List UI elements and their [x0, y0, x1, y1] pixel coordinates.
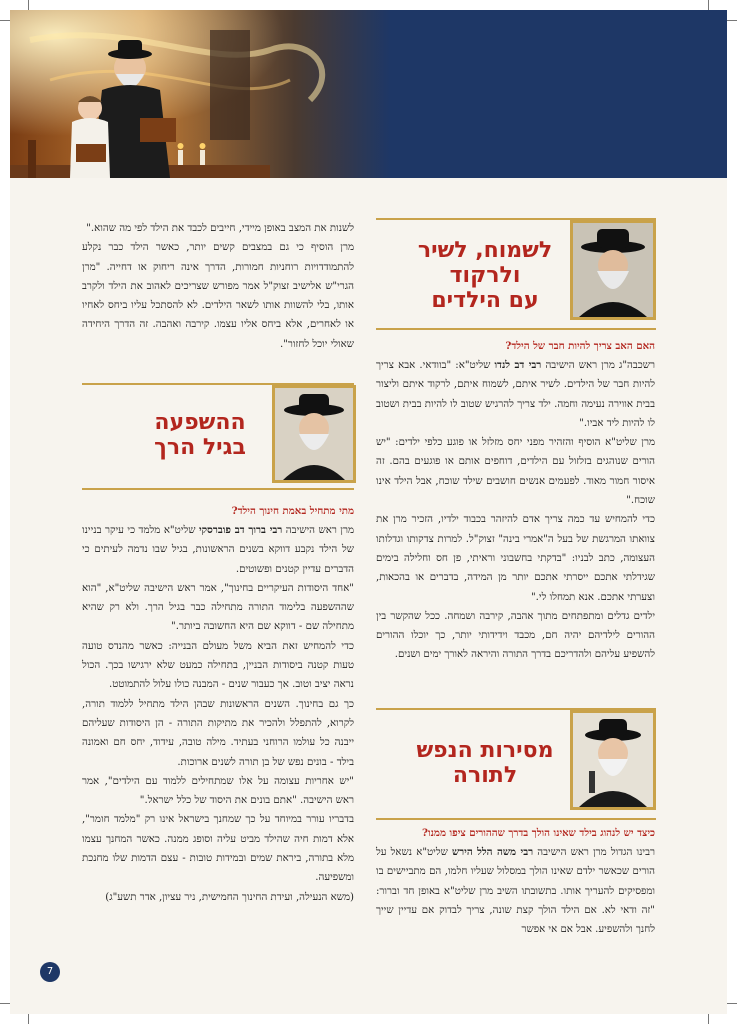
crop-mark [727, 1003, 737, 1004]
text: שליט"א נשאל על הורים שכאשר ילדם שאינו הולך במסלול שעליו חלמו, הם מתביישים בו ומפסיקים להעריך אותו. בתשובתו השיב מרן שליט"א באופן חד וברור: "זה ודאי לא. אם הילד הולך קצת שונה, צריך לבדוק אם עדיין שייך לחנך ולהשפיע. אבל אם אי אפשר [376, 847, 655, 936]
rabbi-portrait-image [573, 223, 653, 317]
paragraph [82, 521, 354, 579]
section3-title-line: ההשפעה [154, 410, 246, 435]
section3-question: מתי מתחיל באמת חינוך הילד? [231, 505, 354, 517]
section1-title-line: ולרקוד [449, 263, 521, 288]
paragraph: לשנות את המצב באופן מיידי, חייבים לכבד את הילד לפי מה שהוא." [86, 223, 354, 234]
section2-body [376, 824, 655, 939]
section-rule [376, 328, 656, 330]
paragraph [376, 843, 655, 939]
paragraph: מרן הוסיף כי גם במצבים קשים יותר, כאשר הילד כבר נקלע להתמודדויות רוחניות חמורות, הדרך אינה ריחוק או דחייה. "מרן הגרי"ש אלישיב זצוק"ל אמר מפורש שצריכים לאהוב את הילד ולקרב אותו, בלי להשוות אותו לשאר הילדים. לא להסתכל עליו ביחס לאחיו או לאחרים, אלא ביחס אליו עצמו. קירבה ואהבה. זה הדרך היחידה שאולי יוכל לחזור". [82, 242, 354, 350]
crop-mark [708, 1014, 709, 1024]
section2-question: כיצד יש לנהוג בילד שאינו הולך בדרך שההורים ציפו ממנו? [422, 827, 655, 839]
paragraph: מרן שליט"א הוסיף והזהיר מפני יחס מזלזל או פוגע כלפי ילדים: "יש הורים שנוהגים בזלזול עם הילדים, דוחפים אותם או פוגעים בהם. זה איסור חמור מאוד. לפעמים אנשים חושבים שילד שוכח, אבל הילד אינו שוכח." [376, 437, 655, 507]
text: שליט"א מלמד כי עיקר בניינו של הילד נקבע דווקא בשנים הראשונות, בגיל שבו נדמה לעיתים כי הדברים עדיין קטנים ופשוטים. [82, 525, 354, 575]
section-rule [376, 818, 656, 820]
rabbi-name: רבי דב לנדו [494, 359, 542, 371]
paragraph: "יש אחריות עצומה על אלו שמתחילים ללמוד עם הילדים", אמר ראש הישיבה. "אתם בונים את היסוד של כלל ישראל." [82, 775, 354, 807]
section1-body [376, 337, 655, 665]
section3-body [82, 502, 354, 907]
section2-title [405, 738, 565, 788]
portrait-rabbi-hirsch [570, 710, 656, 810]
section1-title-line: לשמוח, לשיר [417, 238, 553, 263]
page-header [10, 10, 727, 178]
section3-title-line: בגיל הרך [154, 435, 246, 460]
section3-title [130, 410, 270, 460]
text: מרן ראש הישיבה [282, 525, 354, 536]
section1-title [410, 238, 560, 313]
left-column [82, 219, 354, 354]
crop-mark [28, 0, 29, 10]
section1-title-line: עם הילדים [431, 288, 539, 313]
rabbi-name: רבי ברוך דב פוברסקי [198, 524, 283, 536]
header-banner [362, 10, 727, 178]
rabbi-portrait-image [573, 713, 653, 807]
section2-title-line: לתורה [452, 763, 518, 788]
section-rule [82, 488, 354, 490]
paragraph: כדי להמחיש זאת הביא משל מעולם הבנייה: כאשר מהנדס טועה טעות קטנה ביסודות הבניין, בתחילה כמעט שלא ירגישו בכך. הכול נראה יציב וטוב. אך כעבור שנים - המבנה כולו עלול להתמוטט. [82, 640, 354, 691]
crop-mark [0, 20, 10, 21]
text: רשכבה"ג מרן ראש הישיבה [541, 360, 656, 371]
paragraph: "אחד היסודות העיקריים בחינוך", אמר ראש הישיבה שליט"א, "הוא שההשפעה בלימוד התורה מתחילה כבר בגיל הרך. ולא רק שהיא מתחילה שם - דווקא שם היא החשובה ביותר." [82, 582, 354, 633]
paragraph: כדי להמחיש עד כמה צריך אדם להיזהר בכבוד ילדיו, הזכיר מרן את צוואתו המרגשת של בעל ה"אמרי בינה" זצוק"ל. למרות צדקותו וגדלותו העצומה, כתב לבניו: "בדקתי בחשבוני וראיתי, פן חס וחלילה בימים שגידלתי אתכם ייסרתי אתכם יותר מן המידה, בדברים או בהכאות, וצערתי אתכם. אנא תמחלו לי." [376, 514, 655, 603]
paragraph: כך גם בחינוך. השנים הראשונות שבהן הילד מתחיל ללמוד תורה, לקרוא, להתפלל ולהכיר את מתיקות התורה - הן היסודות שעליהם ייבנה כל עולמו הרוחני בעתיד. מילה טובה, עידוד, יחס חם ואמונה בילד - בונים נפש של בן תורה לשנים ארוכות. [82, 698, 354, 768]
source-citation: (משא הנעילה, ועידת החינוך החמישית, ניר עציון, אדר תשע"ג) [105, 891, 354, 903]
portrait-rabbi-povarsky [272, 385, 356, 483]
text: שליט"א: "בוודאי. אבא צריך להיות חבר של הילדים. לשיר איתם, לשמוח איתם, לרקוד איתם וליצור בבית אווירה נעימה וחמה. ילד צריך להרגיש שטוב לו להיות בבית ושטוב לו להיות ליד אביו." [376, 360, 655, 429]
portrait-rabbi-landau [570, 220, 656, 320]
section1-question: האם האב צריך להיות חבר של הילד? [505, 340, 655, 352]
paragraph: בדבריו עורר במיוחד על כך שמחנך בישראל אינו רק "מלמד חומר", אלא דמות חיה שהילד מביט עליה וסופג ממנה. כאשר המחנך עצמו מלא בתורה, ביראת שמים ובמידות טובות - עצם הדמות שלו מחנכת ומשפיעה. [82, 814, 354, 884]
paragraph: ילדים גדלים ומתפתחים מתוך אהבה, קירבה ושמחה. ככל שהקשר בין ההורים לילדיהם יהיה חם, מכבד וידידותי יותר, כך יוכלו ההורים להשפיע עליהם ולהדריכם בדרך התורה והיראה לאורך ימים ושנים. [376, 610, 655, 661]
section2-title-line: מסירות הנפש [416, 738, 554, 763]
header-illustration [10, 10, 390, 178]
text: רבינו הגדול מרן ראש הישיבה [533, 847, 655, 858]
crop-mark [727, 20, 737, 21]
crop-mark [0, 1003, 10, 1004]
paragraph [376, 356, 655, 433]
rabbi-name: רבי משה הלל הירש [451, 846, 534, 858]
page-number: 7 [40, 962, 60, 982]
crop-mark [708, 0, 709, 10]
crop-mark [28, 1014, 29, 1024]
rabbi-portrait-image [275, 388, 353, 480]
magazine-page [10, 10, 727, 1014]
